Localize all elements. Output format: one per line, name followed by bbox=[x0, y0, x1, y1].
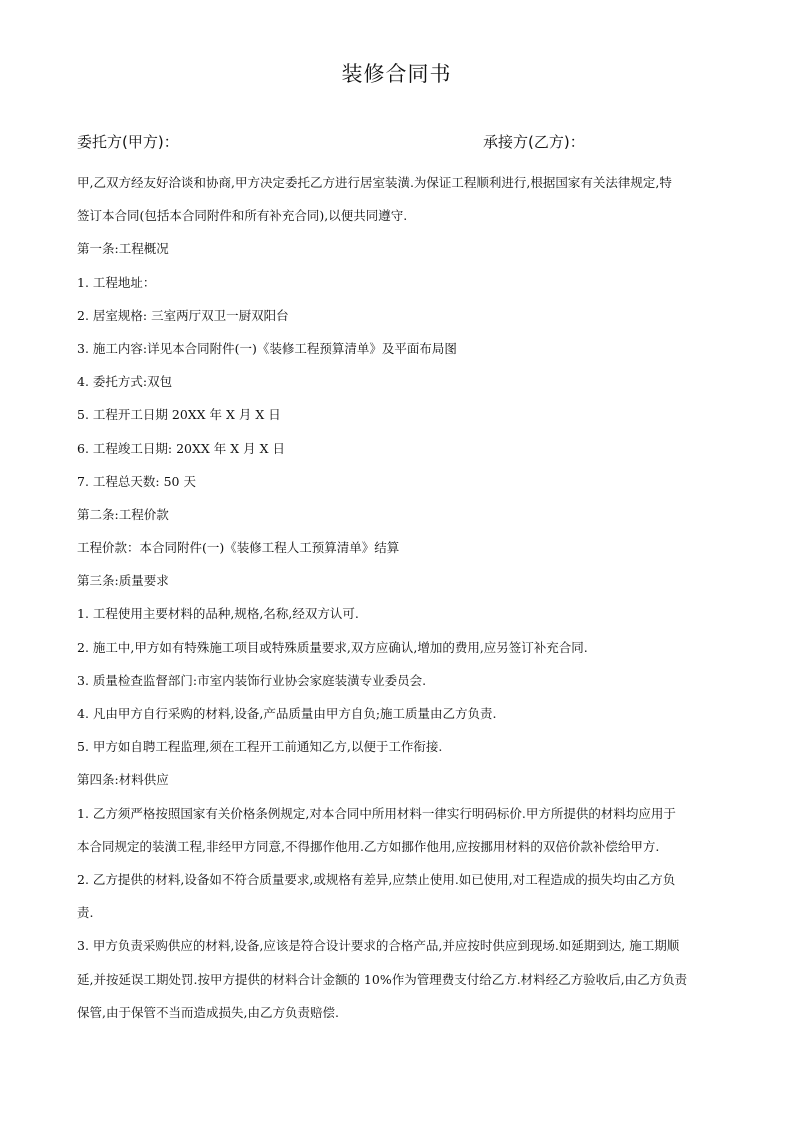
section-heading: 第二条:工程价款 bbox=[77, 506, 169, 522]
section-heading: 第三条:质量要求 bbox=[77, 573, 169, 589]
list-item-continued: 本合同规定的装潢工程,非经甲方同意,不得挪作他用.乙方如挪作他用,应按挪用材料的双倍价款补偿给甲方. bbox=[77, 838, 660, 854]
paragraph-line: 签订本合同(包括本合同附件和所有补充合同),以便共同遵守. bbox=[77, 208, 408, 224]
list-item-continued: 保管,由于保管不当而造成损失,由乙方负责赔偿. bbox=[77, 1004, 339, 1020]
list-item: 7. 工程总天数: 50 天 bbox=[77, 473, 196, 489]
list-item: 2. 居室规格: 三室两厅双卫一厨双阳台 bbox=[77, 307, 289, 323]
list-item: 1. 工程地址： bbox=[77, 274, 156, 290]
document-title: 装修合同书 bbox=[341, 62, 452, 86]
list-item: 5. 甲方如自聘工程监理,须在工程开工前通知乙方,以便于工作衔接. bbox=[77, 739, 443, 755]
list-item: 1. 乙方须严格按照国家有关价格条例规定,对本合同中所用材料一律实行明码标价.甲方所提供的材料均应用于 bbox=[77, 805, 676, 821]
list-item-continued: 责. bbox=[77, 905, 94, 921]
paragraph-line: 甲,乙双方经友好洽谈和协商,甲方决定委托乙方进行居室装潢.为保证工程顺利进行,根据国家有关法律规定,特 bbox=[77, 175, 672, 190]
paragraph-line: 工程价款：本合同附件(一)《装修工程人工预算清单》结算 bbox=[77, 540, 400, 556]
list-item: 4. 凡由甲方自行采购的材料,设备,产品质量由甲方自负;施工质量由乙方负责. bbox=[77, 706, 497, 721]
party-a-label: 委托方(甲方)： bbox=[77, 133, 179, 151]
list-item: 3. 质量检查监督部门:市室内装饰行业协会家庭装潢专业委员会. bbox=[77, 672, 427, 688]
list-item: 2. 乙方提供的材料,设备如不符合质量要求,或规格有差异,应禁止使用.如已使用,对工程造成的损失均由乙方负 bbox=[77, 871, 676, 887]
list-item: 2. 施工中,甲方如有特殊施工项目或特殊质量要求,双方应确认,增加的费用,应另签订补充合同. bbox=[77, 639, 588, 655]
section-heading: 第一条:工程概况 bbox=[77, 241, 169, 257]
contract-body bbox=[77, 166, 722, 1029]
list-item: 3. 施工内容:详见本合同附件(一)《装修工程预算清单》及平面布局图 bbox=[77, 340, 457, 356]
list-item-continued: 延,并按延误工期处罚.按甲方提供的材料合计金额的 10%作为管理费支付给乙方.材料经乙方验收后,由乙方负责 bbox=[77, 971, 688, 987]
list-item: 6. 工程竣工日期: 20XX 年 X 月 X 日 bbox=[77, 440, 285, 456]
list-item: 5. 工程开工日期 20XX 年 X 月 X 日 bbox=[77, 407, 281, 423]
list-item: 3. 甲方负责采购供应的材料,设备,应该是符合设计要求的合格产品,并应按时供应到现场.如延期到达, 施工期顺 bbox=[77, 938, 680, 954]
list-item: 4. 委托方式:双包 bbox=[77, 374, 173, 390]
section-heading: 第四条:材料供应 bbox=[77, 772, 169, 788]
list-item: 1. 工程使用主要材料的品种,规格,名称,经双方认可. bbox=[77, 606, 359, 622]
party-b-label: 承接方(乙方)： bbox=[483, 133, 585, 151]
